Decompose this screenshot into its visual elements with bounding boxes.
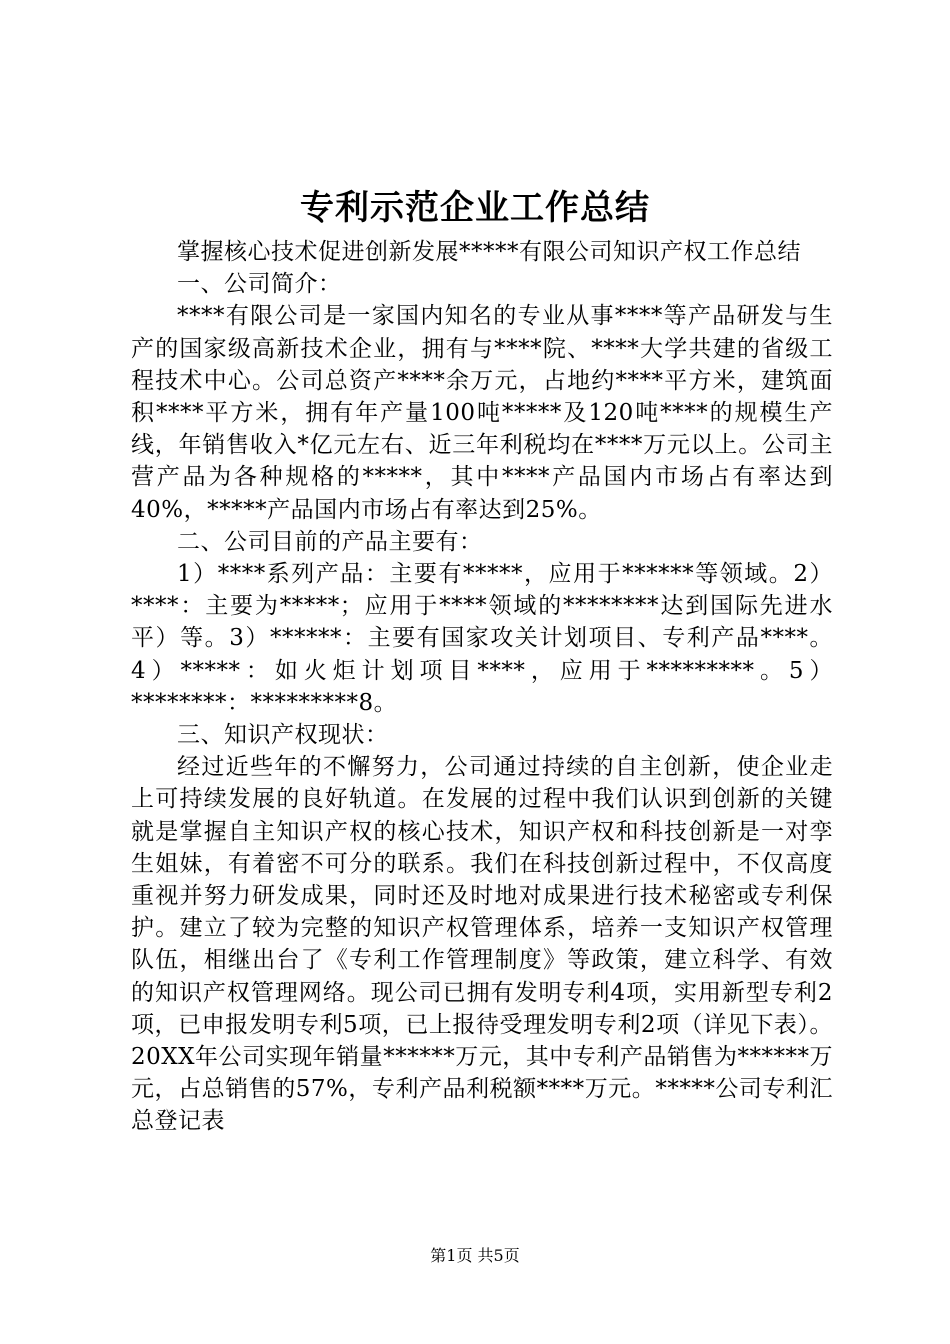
section-heading-ip-status: 三、知识产权现状： bbox=[177, 722, 389, 749]
section-heading-company-intro: 一、公司简介： bbox=[177, 271, 342, 298]
page-footer: 第1页 共5页 bbox=[430, 1246, 520, 1265]
subtitle-paragraph: 掌握核心技术促进创新发展*****有限公司知识产权工作总结 bbox=[177, 239, 801, 265]
products-paragraph: 1）****系列产品：主要有*****，应用于******等领域。2）****：主要为*****；应用于****领域的********达到国际先进水平）等。3）******：主要有国家攻关计划项目、专利产品****。4）*****：如火炬计划项目****，应用于*********。5）********：*********8。 bbox=[131, 561, 833, 716]
ip-status-paragraph: 经过近些年的不懈努力，公司通过持续的自主创新，使企业走上可持续发展的良好轨道。在发展的过程中我们认识到创新的关键就是掌握自主知识产权的核心技术，知识产权和科技创新是一对孪生姐妹，有着密不可分的联系。我们在科技创新过程中，不仅高度重视并努力研发成果，同时还及时地对成果进行技术秘密或专利保护。建立了较为完整的知识产权管理体系，培养一支知识产权管理队伍，相继出台了《专利工作管理制度》等政策，建立科学、有效的知识产权管理网络。现公司已拥有发明专利4项，实用新型专利2项，已申报发明专利5项，已上报待受理发明专利2项（详见下表）。20XX年公司实现年销量******万元，其中专利产品销售为******万元，占总销售的57%，专利产品利税额****万元。*****公司专利汇总登记表 bbox=[131, 754, 833, 1135]
section-heading-products: 二、公司目前的产品主要有： bbox=[177, 528, 483, 555]
document-body bbox=[131, 236, 833, 1138]
company-intro-paragraph: ****有限公司是一家国内知名的专业从事****等产品研发与生产的国家级高新技术企业，拥有与****院、****大学共建的省级工程技术中心。公司总资产****余万元，占地约****平方米，建筑面积****平方米，拥有年产量100吨*****及120吨****的规模生产线，年销售收入*亿元左右、近三年利税均在****万元以上。公司主营产品为各种规格的*****，其中****产品国内市场占有率达到40%，*****产品国内市场占有率达到25%。 bbox=[131, 303, 833, 523]
document-title: 专利示范企业工作总结 bbox=[300, 188, 650, 228]
